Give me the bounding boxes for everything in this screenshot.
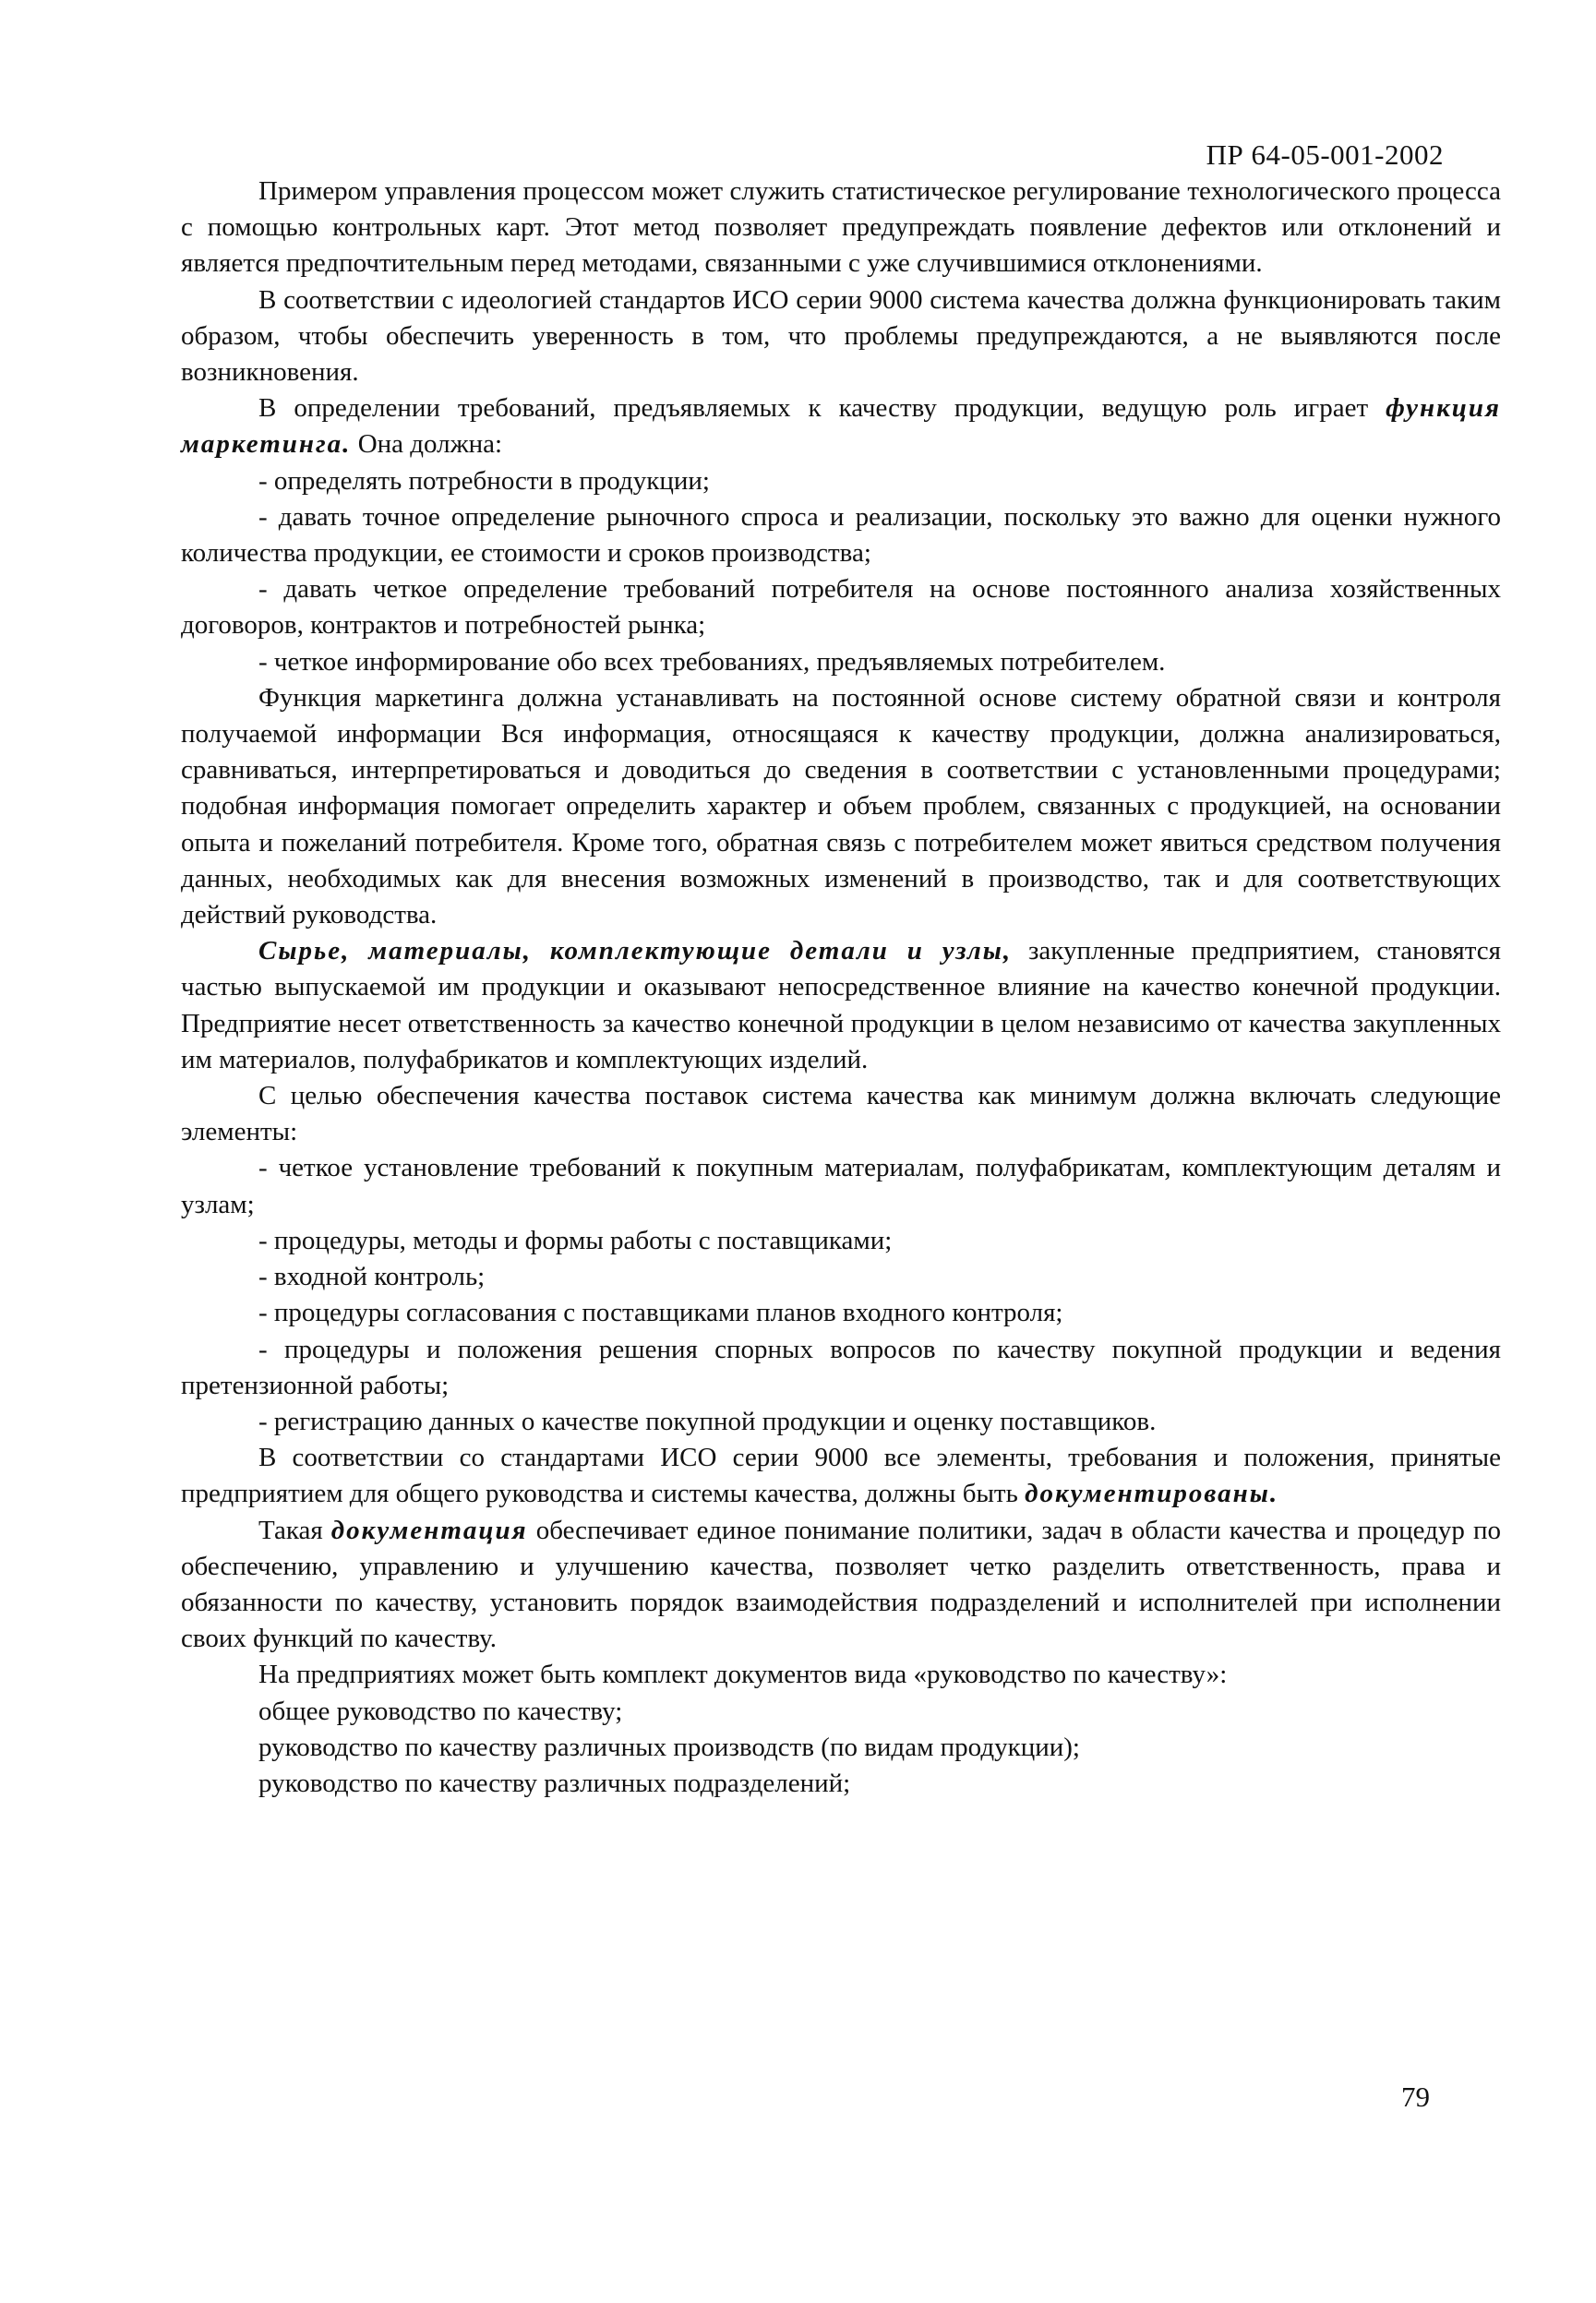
paragraph-supply-quality: С целью обеспечения качества поставок система качества как минимум должна включать следующие элементы: [181,1081,1501,1147]
documented-term: документированы. [1025,1479,1279,1509]
documented-lead: В соответствии со стандартами ИСО серии 9000 все элементы, требования и положения, принятые предприятием для общего руководства и системы качества, должны быть [181,1443,1501,1509]
paragraph-iso-ideology: В соответствии с идеологией стандартов ИСО серии 9000 система качества должна функционировать таким образом, чтобы обеспечить уверенность в том, что проблемы предупреждаются, а не выявляются после возникновения. [181,284,1501,388]
supply-list-item: - четкое установление требований к покупным материалам, полуфабрикатам, комплектующим деталям и узлам; [181,1153,1501,1219]
supply-list-item: - входной контроль; [258,1262,486,1292]
raw-materials-tail: закупленные предприятием, становятся частью выпускаемой им продукции и оказывают непосредственное влияние на качество конечной продукции. Предприятие несет ответственность за качество конечной продукции в целом независимо от качества закупленных им материалов, полуфабрикатов и комплектующих изделий. [181,936,1501,1074]
document-body [181,174,1501,1802]
supply-list-item: - процедуры, методы и формы работы с поставщиками; [258,1225,893,1255]
paragraph-raw-materials [181,933,1501,1078]
document-code: ПР 64-05-001-2002 [1206,138,1444,171]
documentation-lead: Такая [258,1515,331,1545]
paragraph-documentation [181,1513,1501,1658]
documentation-tail: обеспечивает единое понимание политики, задач в области качества и процедур по обеспечению, управлению и улучшению качества, позволяет четко разделить ответственность, права и обязанности по качеству, установить порядок взаимодействия подразделений и исполнителей при исполнении своих функций по качеству. [181,1515,1501,1654]
page-number: 79 [1401,2081,1430,2113]
marketing-list-item: - определять потребности в продукции; [258,465,710,496]
manual-list-item: руководство по качеству различных подразделений; [258,1768,851,1798]
paragraph-marketing-role [181,390,1501,462]
manual-list-item: общее руководство по качеству; [258,1696,623,1726]
paragraph-quality-manuals: На предприятиях может быть комплект документов вида «руководство по качеству»: [258,1660,1228,1690]
marketing-list-item: - четкое информирование обо всех требованиях, предъявляемых потребителем. [258,646,1166,677]
marketing-list-item: - давать точное определение рыночного спроса и реализации, поскольку это важно для оценки нужного количества продукции, ее стоимости и сроков производства; [181,501,1501,569]
raw-materials-term: Сырье, материалы, комплектующие детали и узлы, [258,936,1013,966]
paragraph-documented-elements [181,1440,1501,1512]
marketing-function-term: функция маркетинга. [181,393,1501,460]
paragraph-feedback-system: Функция маркетинга должна устанавливать на постоянной основе систему обратной связи и контроля получаемой информации Вся информация, относящаяся к качеству продукции, должна анализироваться, сравниваться, интерпретироваться и доводиться до сведения в соответствии с установленными процедурами; подобная информация помогает определить характер и объем проблем, связанных с продукцией, на основании опыта и пожеланий потребителя. Кроме того, обратная связь с потребителем может явиться средством получения данных, необходимых как для внесения возможных изменений в производство, так и для соответствующих действий руководства. [181,682,1501,930]
supply-list-item: - процедуры согласования с поставщиками планов входного контроля; [258,1298,1063,1328]
documentation-term: документация [330,1515,528,1545]
marketing-role-lead: В определении требований, предъявляемых к качеству продукции, ведущую роль играет [258,393,1386,424]
marketing-role-tail: Она должна: [351,429,503,460]
marketing-list-item: - давать четкое определение требований потребителя на основе постоянного анализа хозяйственных договоров, контрактов и потребностей рынка; [181,574,1501,641]
manual-list-item: руководство по качеству различных производств (по видам продукции); [258,1732,1080,1762]
paragraph-process-control: Примером управления процессом может служить статистическое регулирование технологического процесса с помощью контрольных карт. Этот метод позволяет предупреждать появление дефектов или отклонений и является предпочтительным перед методами, связанными с уже случившимися отклонениями. [181,176,1501,279]
supply-list-item: - процедуры и положения решения спорных вопросов по качеству покупной продукции и ведения претензионной работы; [181,1334,1501,1400]
supply-list-item: - регистрацию данных о качестве покупной продукции и оценку поставщиков. [258,1406,1157,1436]
